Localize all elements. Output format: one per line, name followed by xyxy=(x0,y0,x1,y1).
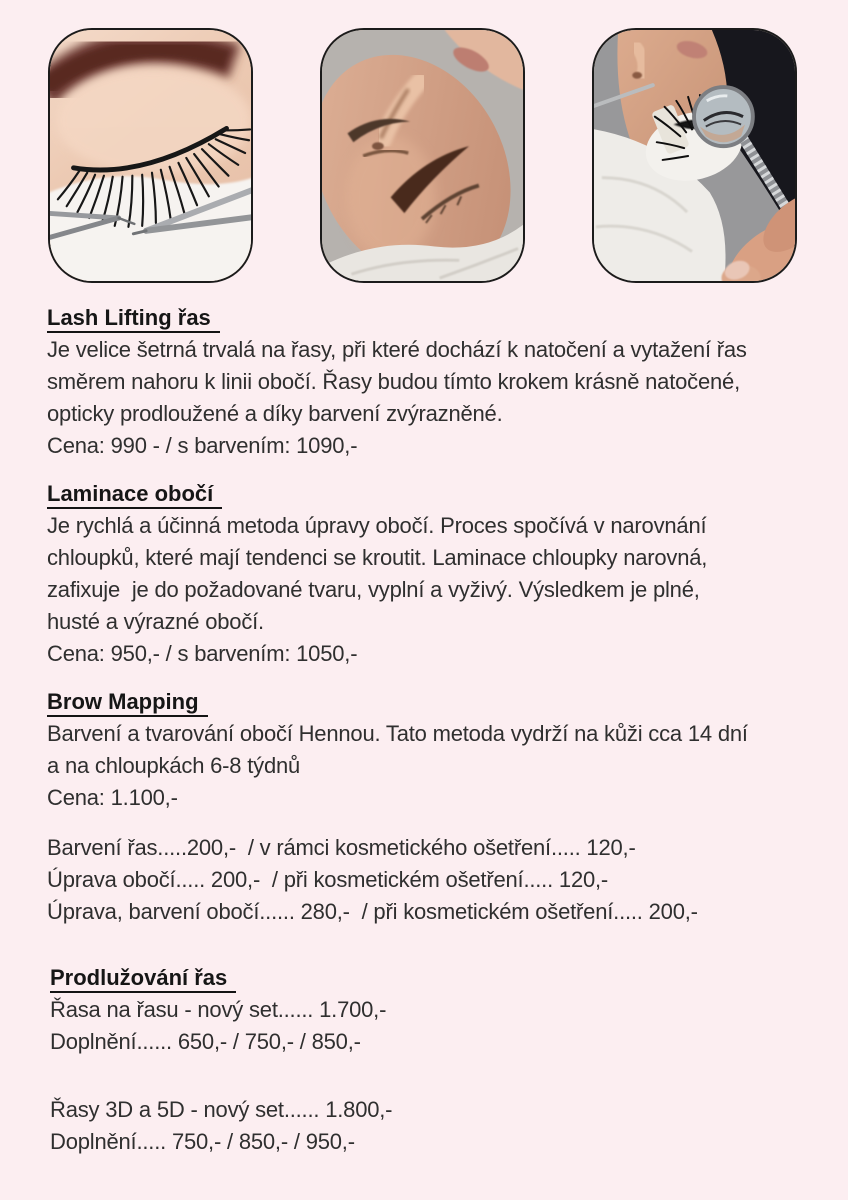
price-line: Úprava, barvení obočí...... 280,- / při kosmetickém ošetření..... 200,- xyxy=(47,899,698,924)
price-line: Doplnění..... 750,- / 850,- / 950,- xyxy=(50,1129,355,1154)
section-price-list xyxy=(47,832,832,928)
section-heading: Laminace obočí xyxy=(47,481,222,509)
section-prodluzovani-ras-3d5d xyxy=(50,1094,832,1158)
body-line: zafixuje je do požadované tvaru, vyplní a vyživý. Výsledkem je plné, xyxy=(47,577,700,602)
price-line: Řasy 3D a 5D - nový set...... 1.800,- xyxy=(50,1097,393,1122)
photo-row xyxy=(48,28,797,283)
section-prodluzovani-ras xyxy=(50,962,832,1058)
price-line: Řasa na řasu - nový set...... 1.700,- xyxy=(50,997,387,1022)
price-line: Barvení řas.....200,- / v rámci kosmetického ošetření..... 120,- xyxy=(47,835,636,860)
body-line: Je velice šetrná trvalá na řasy, při které dochází k natočení a vytažení řas xyxy=(47,337,747,362)
price-line: Cena: 990 - / s barvením: 1090,- xyxy=(47,433,358,458)
section-laminace-oboci xyxy=(47,478,832,670)
lash-extensions-closeup-photo xyxy=(48,28,253,283)
price-line: Úprava obočí..... 200,- / při kosmetickém ošetření..... 120,- xyxy=(47,867,609,892)
section-heading: Lash Lifting řas xyxy=(47,305,220,333)
body-line: husté a výrazné obočí. xyxy=(47,609,264,634)
body-line: směrem nahoru k linii obočí. Řasy budou tímto krokem krásně natočené, xyxy=(47,369,740,394)
body-line: Barvení a tvarování obočí Hennou. Tato metoda vydrží na kůži cca 14 dní xyxy=(47,721,748,746)
price-line: Cena: 1.100,- xyxy=(47,785,178,810)
section-lash-lifting xyxy=(47,302,832,462)
body-line: chloupků, které mají tendenci se kroutit. Laminace chloupky narovná, xyxy=(47,545,708,570)
body-line: opticky prodloužené a díky barvení zvýrazněné. xyxy=(47,401,503,426)
section-brow-mapping xyxy=(47,686,832,814)
price-line: Doplnění...... 650,- / 750,- / 850,- xyxy=(50,1029,361,1054)
body-line: Je rychlá a účinná metoda úpravy obočí. Proces spočívá v narovnání xyxy=(47,513,707,538)
section-heading: Brow Mapping xyxy=(47,689,208,717)
section-heading: Prodlužování řas xyxy=(50,965,236,993)
lash-procedure-mirror-photo xyxy=(592,28,797,283)
brow-lamination-client-photo xyxy=(320,28,525,283)
price-line: Cena: 950,- / s barvením: 1050,- xyxy=(47,641,358,666)
body-line: a na chloupkách 6-8 týdnů xyxy=(47,753,301,778)
